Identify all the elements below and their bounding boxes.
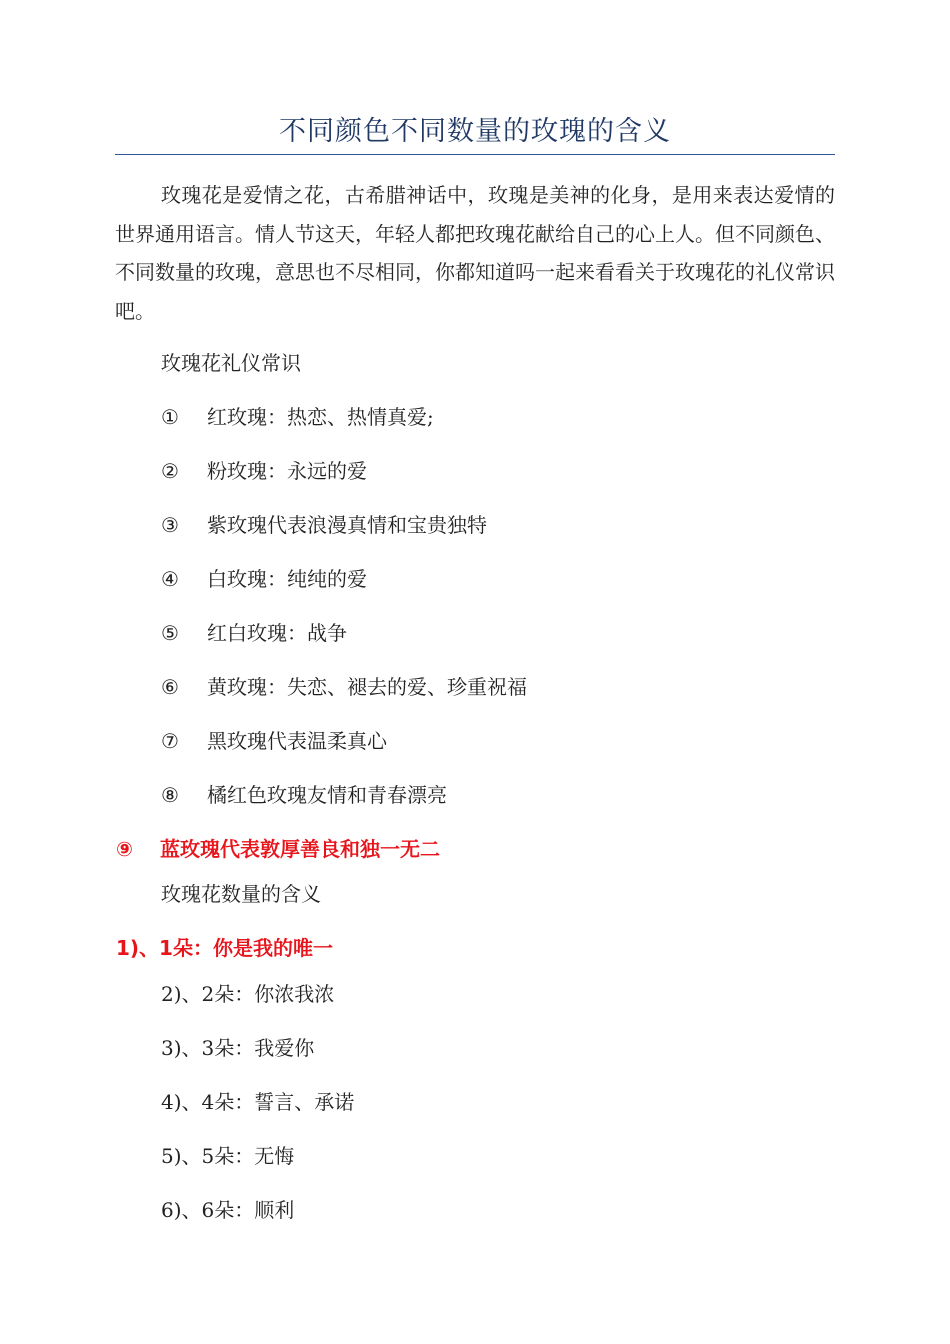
item-number: ⑨ (116, 837, 133, 861)
color-item (161, 403, 434, 431)
item-text: 橘红色玫瑰友情和青春漂亮 (207, 783, 447, 807)
document-title: 不同颜色不同数量的玫瑰的含义 (279, 116, 671, 147)
color-item (161, 727, 387, 755)
item-text: 粉玫瑰：永远的爱 (207, 459, 367, 483)
quantity-item: 3)、3朵：我爱你 (161, 1036, 315, 1060)
section-heading-quantity: 玫瑰花数量的含义 (161, 882, 321, 906)
item-text: 红白玫瑰：战争 (207, 621, 347, 645)
item-number: ⑧ (161, 783, 179, 807)
quantity-item: 6)、6朵：顺利 (161, 1198, 295, 1222)
item-text: 黑玫瑰代表温柔真心 (207, 729, 387, 753)
quantity-item: 4)、4朵：誓言、承诺 (161, 1090, 355, 1114)
quantity-item: 2)、2朵：你浓我浓 (161, 982, 335, 1006)
item-number: ④ (161, 567, 179, 591)
color-item (161, 511, 487, 539)
color-item-highlighted (116, 835, 440, 863)
item-number: ① (161, 405, 179, 429)
color-item (161, 619, 347, 647)
item-number: ⑦ (161, 729, 179, 753)
item-number: ⑤ (161, 621, 179, 645)
quantity-item-highlighted: 1)、1朵：你是我的唯一 (116, 936, 333, 960)
color-item (161, 781, 447, 809)
item-number: ② (161, 459, 179, 483)
section-heading-etiquette: 玫瑰花礼仪常识 (161, 351, 301, 375)
item-number: ⑥ (161, 675, 179, 699)
color-item (161, 565, 367, 593)
item-text: 白玫瑰：纯纯的爱 (207, 567, 367, 591)
item-text: 红玫瑰：热恋、热情真爱; (207, 405, 434, 429)
item-text: 紫玫瑰代表浪漫真情和宝贵独特 (207, 513, 487, 537)
item-text: 蓝玫瑰代表敦厚善良和独一无二 (160, 837, 440, 861)
item-number: ③ (161, 513, 179, 537)
color-item (161, 673, 527, 701)
intro-paragraph: 玫瑰花是爱情之花，古希腊神话中，玫瑰是美神的化身，是用来表达爱情的世界通用语言。情人节这天，年轻人都把玫瑰花献给自己的心上人。但不同颜色、不同数量的玫瑰，意思也不尽相同，你都知道吗一起来看看关于玫瑰花的礼仪常识吧。 (115, 183, 835, 323)
item-text: 黄玫瑰：失恋、褪去的爱、珍重祝福 (207, 675, 527, 699)
title-underline (115, 154, 835, 155)
quantity-item: 5)、5朵：无悔 (161, 1144, 295, 1168)
color-item (161, 457, 367, 485)
